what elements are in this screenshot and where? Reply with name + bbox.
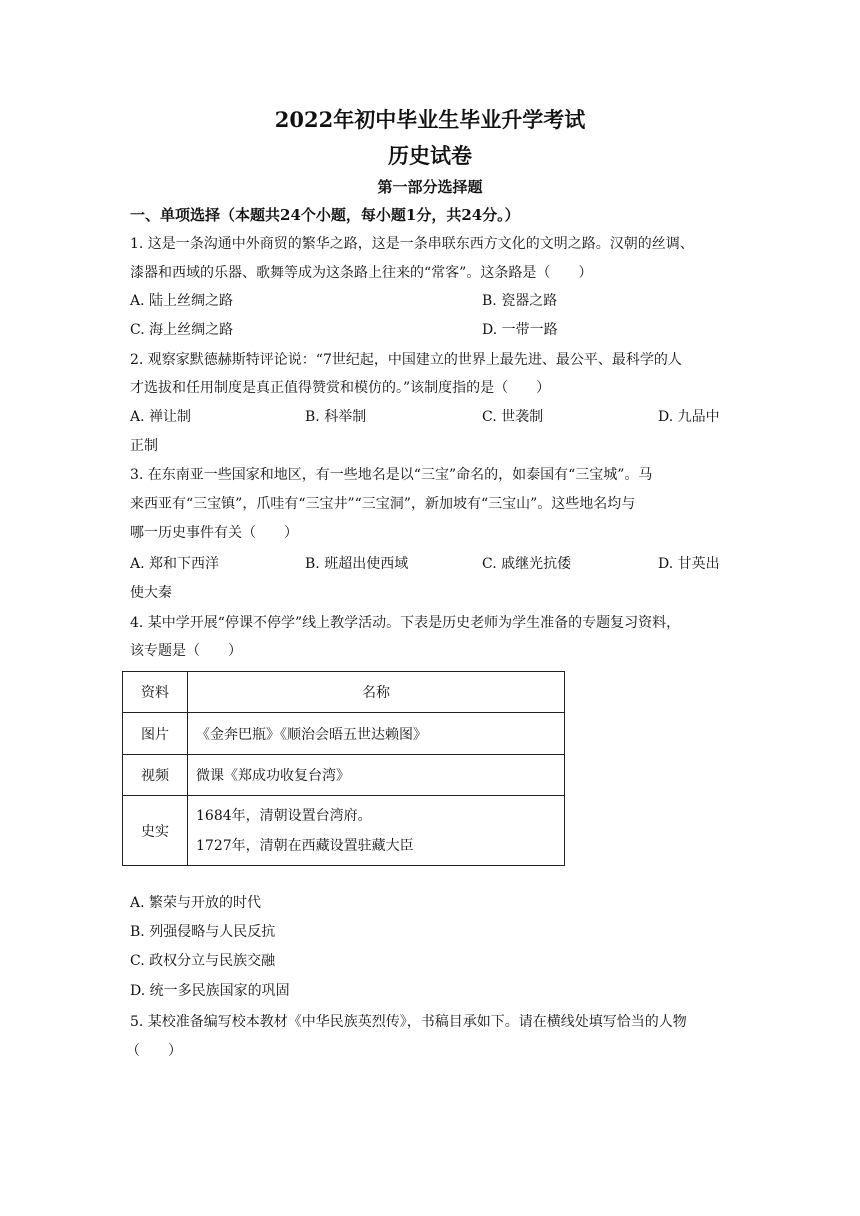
table-cell <box>188 796 565 866</box>
question-4-option-a[interactable]: A. 繁荣与开放的时代 <box>130 895 262 911</box>
table-header-name: 名称 <box>188 672 565 713</box>
question-5-stem-line-1: 5. 某校准备编写校本教材《中华民族英烈传》，书稿目承如下。请在横线处填写恰当的人物 <box>130 1014 687 1030</box>
question-3-stem-line-3: 哪一历史事件有关（ ） <box>130 525 298 541</box>
table-cell-line: 1684年，清朝设置台湾府。 <box>196 807 372 824</box>
table-row <box>123 796 565 866</box>
question-3-stem-line-2: 来西亚有“三宝镇”，爪哇有“三宝井”“三宝洞”，新加坡有“三宝山”。这些地名均与 <box>130 496 636 512</box>
question-1-option-c[interactable]: C. 海上丝绸之路 <box>130 322 234 338</box>
question-2-option-d[interactable]: D. 九品中 <box>658 409 720 425</box>
question-3-option-d-wrap: 使大秦 <box>130 585 172 601</box>
question-1-option-b[interactable]: B. 瓷器之路 <box>482 293 558 309</box>
exam-title: 2022年初中毕业生毕业升学考试 <box>274 107 586 132</box>
question-3-option-b[interactable]: B. 班超出使西域 <box>305 556 409 572</box>
question-1-option-a[interactable]: A. 陆上丝绸之路 <box>130 293 234 309</box>
review-material-table <box>122 671 565 866</box>
question-2-option-c[interactable]: C. 世袭制 <box>482 409 544 425</box>
question-5-stem-line-2: （ ） <box>126 1043 182 1059</box>
table-header-row <box>123 672 565 713</box>
table-cell: 《金奔巴瓶》《顺治会晤五世达赖图》 <box>188 713 565 755</box>
question-2-option-d-wrap: 正制 <box>130 438 158 454</box>
table-header-material: 资料 <box>123 672 188 713</box>
question-4-option-c[interactable]: C. 政权分立与民族交融 <box>130 953 276 969</box>
question-2-option-a[interactable]: A. 禅让制 <box>130 409 192 425</box>
table-row-label: 视频 <box>123 755 188 796</box>
question-3-option-c[interactable]: C. 戚继光抗倭 <box>482 556 572 572</box>
question-2-stem-line-2: 才选拔和任用制度是真正值得赞赏和模仿的。”该制度指的是（ ） <box>130 380 551 396</box>
table-row <box>123 755 565 796</box>
question-2-option-b[interactable]: B. 科举制 <box>305 409 367 425</box>
table-cell-line: 1727年，清朝在西藏设置驻藏大臣 <box>196 837 414 854</box>
table-row-label: 史实 <box>123 796 188 866</box>
paper-subject-title: 历史试卷 <box>388 143 472 168</box>
question-4-option-b[interactable]: B. 列强侵略与人民反抗 <box>130 924 276 940</box>
question-1-stem-line-2: 漆器和西域的乐器、歌舞等成为这条路上往来的“常客”。这条路是（ ） <box>130 265 593 281</box>
question-3-option-d[interactable]: D. 甘英出 <box>658 556 720 572</box>
question-1-stem-line-1: 1. 这是一条沟通中外商贸的繁华之路，这是一条串联东西方文化的文明之路。汉朝的丝调、 <box>130 236 694 252</box>
question-2-stem-line-1: 2. 观察家默德赫斯特评论说：“7世纪起，中国建立的世界上最先进、最公平、最科学的人 <box>130 352 682 368</box>
table-row <box>123 713 565 755</box>
part-heading: 第一部分选择题 <box>377 178 483 196</box>
question-4-stem-line-2: 该专题是（ ） <box>130 643 242 659</box>
question-4-stem-line-1: 4. 某中学开展“停课不停学”线上教学活动。下表是历史老师为学生准备的专题复习资料， <box>130 615 681 631</box>
question-4-option-d[interactable]: D. 统一多民族国家的巩固 <box>130 983 290 999</box>
question-3-option-a[interactable]: A. 郑和下西洋 <box>130 556 220 572</box>
table-cell: 微课《郑成功收复台湾》 <box>188 755 565 796</box>
question-3-stem-line-1: 3. 在东南亚一些国家和地区，有一些地名是以“三宝”命名的，如泰国有“三宝城”。马 <box>130 467 653 483</box>
question-1-option-d[interactable]: D. 一带一路 <box>482 322 558 338</box>
section-heading: 一、单项选择（本题共24个小题，每小题1分，共24分。） <box>130 206 520 224</box>
table-row-label: 图片 <box>123 713 188 755</box>
